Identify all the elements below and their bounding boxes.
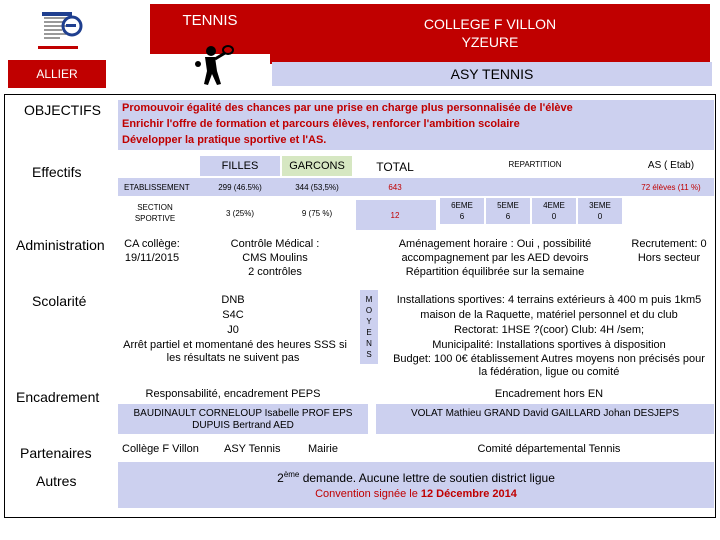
medical-line-2: CMS Moulins [242, 252, 308, 264]
moyens-line-4: Municipalité: Installations sportives à disposition [432, 339, 666, 351]
school-banner [270, 4, 710, 64]
etab-as: 72 élèves (11 %) [641, 183, 701, 192]
label-scolarite: Scolarité [32, 293, 87, 309]
label-autres: Autres [36, 473, 77, 489]
section-garcons: 9 (75 %) [301, 209, 333, 218]
ca-line-1: CA collège: [124, 238, 180, 250]
rep-4eme-value: 0 [551, 212, 557, 221]
rep-3eme-value: 0 [597, 212, 603, 221]
encadrement-names-left-2: DUPUIS Bertrand AED [192, 420, 294, 431]
rep-5eme-value: 6 [505, 212, 511, 221]
autres-num: 2 [277, 471, 284, 485]
department-banner [8, 60, 106, 88]
moyens-m: M [365, 295, 373, 304]
label-effectifs: Effectifs [32, 164, 82, 180]
header-filles-text: FILLES [221, 160, 259, 172]
moyens-s: S [366, 350, 372, 359]
header-garcons [282, 156, 352, 176]
objectif-line-3: Développer la pratique sportive et l'AS. [122, 134, 327, 146]
rep-6eme-level: 6EME [451, 201, 473, 210]
moyens-line-1: Installations sportives: 4 terrains extérieurs à 400 m puis 1km5 [396, 294, 702, 306]
amenagement-line-3: Répartition équilibrée sur la semaine [405, 266, 585, 278]
etab-garcons: 344 (53,5%) [295, 183, 339, 192]
department-label: ALLIER [36, 67, 78, 81]
autres-text: demande. Aucune lettre de soutien district ligue [299, 471, 555, 485]
medical-line-3: 2 contrôles [248, 266, 302, 278]
header-total: TOTAL [376, 160, 414, 174]
scolarite-dnb: DNB [221, 294, 245, 306]
label-partenaires: Partenaires [20, 445, 92, 461]
scolarite-arret-1: Arrêt partiel et momentané des heures SSS si [123, 339, 347, 351]
recrutement-line-2: Hors secteur [637, 252, 701, 264]
rep-4eme-level: 4EME [543, 201, 565, 210]
club-banner [272, 62, 712, 86]
label-objectifs: OBJECTIFS [24, 102, 102, 118]
header-as: AS ( Etab) [647, 160, 695, 171]
rep-3eme-level: 3EME [589, 201, 611, 210]
moyens-line-5: Budget: 100 0€ établissement Autres moyens non précisés pour [393, 353, 705, 365]
amenagement-line-1: Aménagement horaire : Oui , possibilité [398, 238, 592, 250]
etab-filles: 299 (46.5%) [218, 183, 262, 192]
amenagement-line-2: accompagnement par les AED devoirs [401, 252, 589, 264]
club-name: ASY TENNIS [450, 66, 534, 82]
section-label-1: SECTION [137, 203, 173, 212]
partner-college: Collège F Villon [122, 443, 199, 455]
autres-demande [118, 470, 714, 485]
autres-convention [118, 488, 714, 500]
activity-title: TENNIS [182, 12, 238, 29]
tennis-player-icon [190, 44, 234, 90]
header-repartition: REPARTITION [508, 160, 562, 169]
convention-prefix: Convention signée le [315, 488, 421, 500]
section-total: 12 [390, 211, 400, 220]
school-name: COLLEGE F VILLON [423, 16, 557, 32]
autres-sup: ème [283, 470, 300, 479]
objectif-line-1: Promouvoir égalité des chances par une prise en charge plus personnalisée de l'élève [122, 102, 573, 114]
scolarite-arret-2: les résultats ne suivent pas [166, 352, 300, 364]
medical-line-1: Contrôle Médical : [230, 238, 320, 250]
convention-date: 12 Décembre 2014 [420, 488, 517, 500]
scolarite-s4c: S4C [222, 309, 244, 321]
section-filles: 3 (25%) [225, 209, 254, 218]
rep-5eme-level: 5EME [497, 201, 519, 210]
ca-line-2: 19/11/2015 [124, 252, 180, 264]
label-encadrement: Encadrement [16, 389, 100, 405]
header-garcons-text: GARCONS [289, 160, 345, 172]
scolarite-j0: J0 [227, 324, 239, 336]
moyens-line-6: la fédération, ligue ou comité [478, 366, 620, 378]
autres-box [118, 462, 714, 508]
partner-asy-tennis: ASY Tennis [224, 443, 281, 455]
marianne-logo-icon [8, 4, 106, 64]
header-filles [200, 156, 280, 176]
partner-comite: Comité départemental Tennis [477, 443, 621, 455]
moyens-n: N [366, 339, 372, 348]
etab-label: ETABLISSEMENT [124, 183, 190, 192]
moyens-o: O [365, 306, 373, 315]
moyens-line-2: maison de la Raquette, matériel personnel et du club [420, 309, 678, 321]
encadrement-names-left-1: BAUDINAULT CORNELOUP Isabelle PROF EPS [133, 408, 353, 419]
moyens-line-3: Rectorat: 1HSE ?(coor) Club: 4H /sem; [453, 324, 645, 336]
moyens-y: Y [366, 317, 372, 326]
encadrement-peps: Responsabilité, encadrement PEPS [145, 388, 321, 400]
partner-mairie: Mairie [308, 443, 338, 455]
label-administration: Administration [16, 237, 105, 253]
moyens-e: E [366, 328, 372, 337]
etab-total: 643 [388, 183, 402, 192]
section-label-2: SPORTIVE [134, 214, 176, 223]
recrutement-line-1: Recrutement: 0 [631, 238, 707, 250]
rep-6eme-value: 6 [459, 212, 465, 221]
objectif-line-2: Enrichir l'offre de formation et parcours élèves, renforcer l'ambition scolaire [122, 118, 520, 130]
encadrement-hors-en: Encadrement hors EN [494, 388, 604, 400]
school-city: YZEURE [461, 34, 519, 50]
encadrement-names-right: VOLAT Mathieu GRAND David GAILLARD Johan DESJEPS [410, 408, 680, 419]
